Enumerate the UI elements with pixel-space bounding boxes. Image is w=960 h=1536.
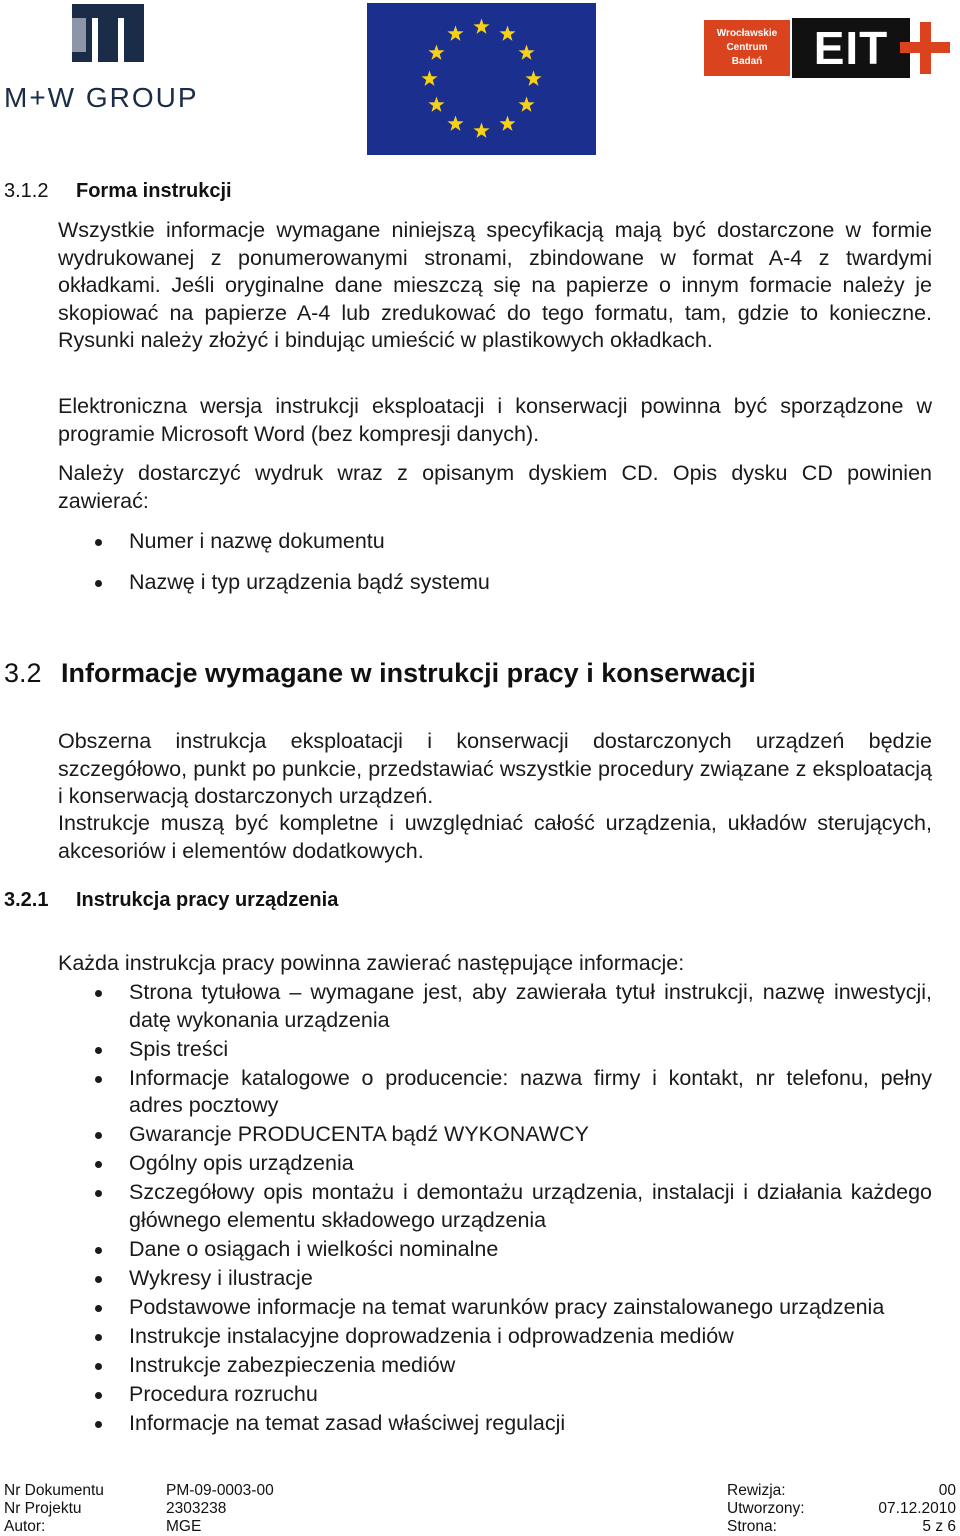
wcb-line-2: Centrum — [726, 42, 768, 53]
created-value: 07.12.2010 — [878, 1500, 956, 1517]
revision-label: Rewizja: — [727, 1482, 786, 1499]
wcb-line-3: Badań — [731, 56, 763, 67]
list-item: Spis treści — [58, 1036, 932, 1064]
eu-star-icon — [447, 116, 463, 131]
footer-row-author — [0, 1518, 960, 1536]
list-item: Strona tytułowa – wymagane jest, aby zawierała tytuł instrukcji, nazwę inwestycji, datę wykonania urządzenia — [58, 979, 932, 1034]
paragraph-electronic: Elektroniczna wersja instrukcji eksploatacji i konserwacji powinna być sporządzone w programie Microsoft Word (bez kompresji danych). — [58, 394, 932, 446]
mw-logo-icon — [72, 4, 144, 62]
eu-star-icon — [473, 123, 489, 138]
footer-row-document — [0, 1482, 960, 1500]
list-item: Wykresy i ilustracje — [58, 1265, 932, 1293]
doc-number-label: Nr Dokumentu — [4, 1482, 104, 1499]
list-item: Gwarancje PRODUCENTA bądź WYKONAWCY — [58, 1121, 932, 1149]
footer-row-project — [0, 1500, 960, 1518]
section-number: 3.2.1 — [4, 889, 49, 911]
paragraph-format: Wszystkie informacje wymagane niniejszą specyfikacją mają być dostarczone w formie wydrukowanej z ponumerowanymi stronami, zbindowane w format A-4 z twardymi okładkami. Jeśli oryginalne dane mieszczą się na papierze o innym formacie należy je skopiować na papierze A-4 lub zredukować do tego formatu, tam, gdzie to konieczne. Rysunki należy złożyć i bindując umieścić w plastikowych okładkach. — [58, 218, 932, 352]
section-heading-3-1-2 — [4, 180, 232, 203]
list-item: Informacje katalogowe o producencie: nazwa firmy i kontakt, nr telefonu, pełny adres pocztowy — [58, 1065, 932, 1120]
list-item: Szczegółowy opis montażu i demontażu urządzenia, instalacji i działania każdego głównego elementu składowego urządzenia — [58, 1179, 932, 1234]
created-label: Utworzony: — [727, 1500, 805, 1517]
list-item: Informacje na temat zasad właściwej regulacji — [58, 1410, 932, 1438]
list-item: Numer i nazwę dokumentu — [58, 528, 932, 556]
list-item: Nazwę i typ urządzenia bądź systemu — [58, 569, 932, 597]
project-number-label: Nr Projektu — [4, 1500, 82, 1517]
eu-star-icon — [421, 71, 437, 86]
author-value: MGE — [166, 1518, 202, 1535]
paragraph-overview: Obszerna instrukcja eksploatacji i konserwacji dostarczonych urządzeń będzie szczegółowo, punkt po punkcie, przedstawiać wszystkie procedury związane z eksploatacją i konserwacją dostarczonych urządzeń. — [58, 729, 932, 808]
plus-icon-vertical — [920, 22, 931, 74]
page-label: Strona: — [727, 1518, 777, 1535]
eu-star-icon — [428, 97, 444, 112]
section-heading-3-2 — [4, 658, 756, 689]
section-title: Instrukcja pracy urządzenia — [76, 889, 339, 911]
section-heading-3-2-1 — [4, 889, 338, 912]
eit-text: EIT — [792, 18, 910, 78]
paragraph-complete: Instrukcje muszą być kompletne i uwzględniać całość urządzenia, układów sterujących, akcesoriów i elementów dodatkowych. — [58, 811, 932, 863]
list-item: Dane o osiągach i wielkości nominalne — [58, 1236, 932, 1264]
list-item: Instrukcje instalacyjne doprowadzenia i odprowadzenia mediów — [58, 1323, 932, 1351]
cd-description-list — [58, 528, 932, 596]
list-item: Instrukcje zabezpieczenia mediów — [58, 1352, 932, 1380]
wcb-label — [704, 20, 790, 76]
list-item: Ogólny opis urządzenia — [58, 1150, 932, 1178]
eu-star-icon — [525, 71, 541, 86]
page-value: 5 z 6 — [922, 1518, 956, 1535]
eu-star-icon — [428, 45, 444, 60]
list-item: Podstawowe informacje na temat warunków pracy zainstalowanego urządzenia — [58, 1294, 932, 1322]
revision-value: 00 — [938, 1482, 956, 1499]
list-item: Procedura rozruchu — [58, 1381, 932, 1409]
eu-star-icon — [473, 19, 489, 34]
mw-logo-text: M+W GROUP — [4, 82, 199, 113]
eit-plus-logo — [704, 18, 952, 80]
section-number: 3.2 — [4, 658, 42, 688]
eu-star-icon — [518, 45, 534, 60]
project-number-value: 2303238 — [166, 1500, 227, 1517]
section-title: Forma instrukcji — [76, 180, 232, 202]
eu-star-icon — [518, 97, 534, 112]
wcb-line-1: Wrocławskie — [716, 28, 778, 39]
page-header — [0, 0, 960, 160]
section-number: 3.1.2 — [4, 180, 49, 202]
operating-manual-contents-list — [58, 979, 932, 1437]
doc-number-value: PM-09-0003-00 — [166, 1482, 274, 1499]
eu-flag-logo — [367, 3, 596, 155]
page-footer — [0, 1480, 960, 1535]
paragraph-intro: Każda instrukcja pracy powinna zawierać następujące informacje: — [58, 951, 685, 975]
eu-star-icon — [447, 25, 463, 40]
eu-stars-icon — [367, 3, 596, 155]
author-label: Autor: — [4, 1518, 46, 1535]
eu-star-icon — [499, 116, 515, 131]
paragraph-cd: Należy dostarczyć wydruk wraz z opisanym dyskiem CD. Opis dysku CD powinien zawierać: — [58, 461, 932, 513]
mw-group-logo — [0, 0, 220, 120]
section-title: Informacje wymagane w instrukcji pracy i konserwacji — [61, 658, 756, 688]
eu-star-icon — [499, 25, 515, 40]
